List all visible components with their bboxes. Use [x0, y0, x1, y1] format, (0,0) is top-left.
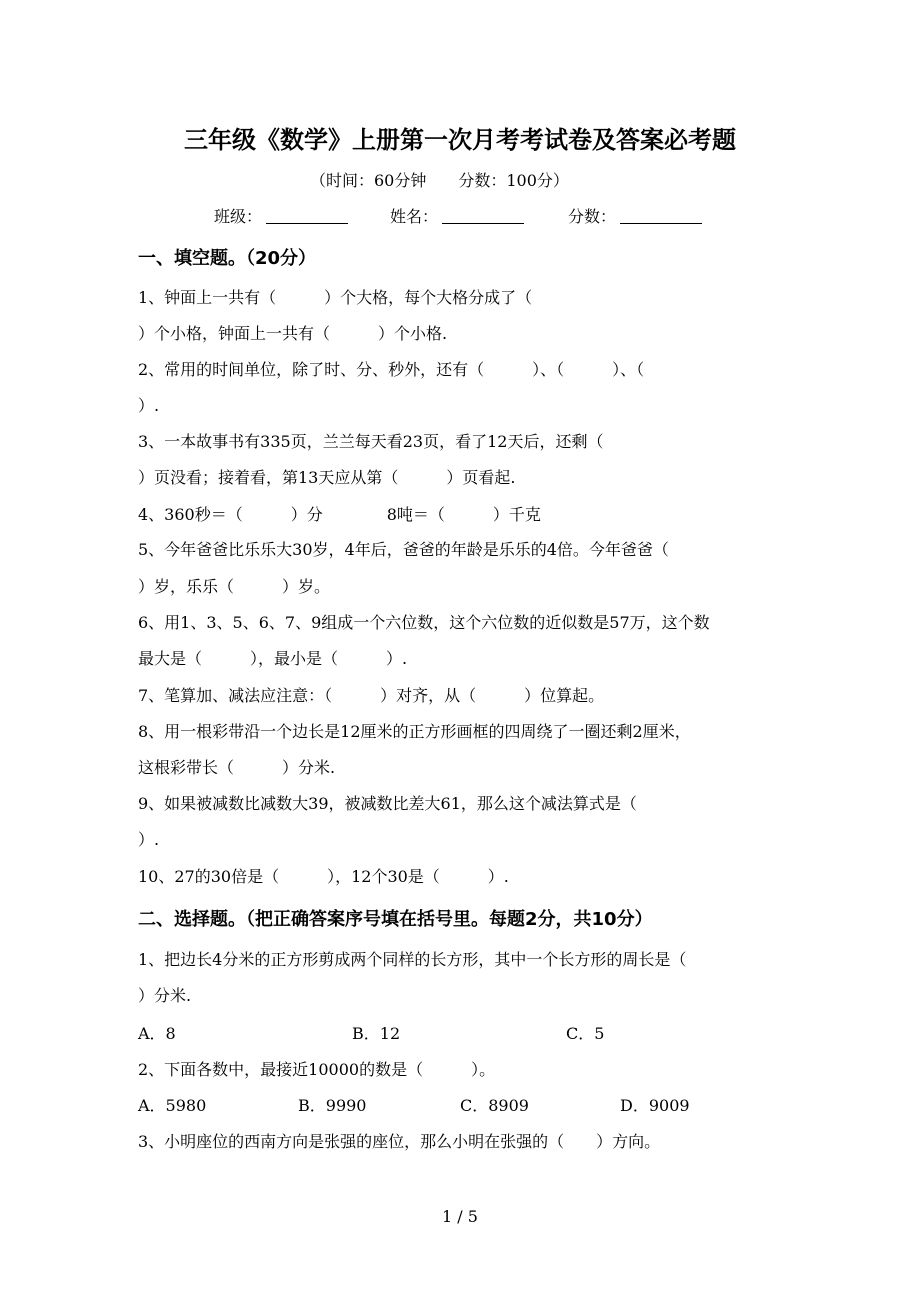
question-line: ）个小格，钟面上一共有（ ）个小格. [138, 324, 448, 343]
question-line: 4、360秒＝（ ）分 8吨＝（ ）千克 [138, 505, 541, 524]
section1-heading: 一、填空题。（20分） [138, 248, 317, 269]
question-line: 2、下面各数中，最接近10000的数是（ ）。 [138, 1060, 496, 1079]
question-line: 3、一本故事书有335页，兰兰每天看23页，看了12天后，还剩（ [138, 432, 604, 451]
option-d: D．9009 [620, 1096, 690, 1115]
score-blank [620, 209, 702, 224]
section2-heading: 二、选择题。（把正确答案序号填在括号里。每题2分，共10分） [138, 909, 653, 930]
question-line: 10、27的30倍是（ ），12个30是（ ）. [138, 867, 509, 886]
page-title: 三年级《数学》上册第一次月考考试卷及答案必考题 [184, 126, 736, 154]
question-line: 6、用1、3、5、6、7、9组成一个六位数，这个六位数的近似数是57万，这个数 [138, 613, 710, 632]
question-line: ）. [138, 830, 160, 849]
question-line: ）分米. [138, 986, 192, 1005]
option-c: C．8909 [460, 1096, 529, 1115]
question-line: 这根彩带长（ ）分米. [138, 758, 336, 777]
question-line: 2、常用的时间单位，除了时、分、秒外，还有（ ）、（ ）、（ [138, 360, 645, 379]
question-line: 7、笔算加、减法应注意：（ ）对齐，从（ ）位算起。 [138, 686, 605, 705]
question-line: 1、钟面上一共有（ ）个大格，每个大格分成了（ [138, 288, 533, 307]
class-blank [266, 209, 348, 224]
question-line: 8、用一根彩带沿一个边长是12厘米的正方形画框的四周绕了一圈还剩2厘米， [138, 722, 691, 741]
question-line: 1、把边长4分米的正方形剪成两个同样的长方形，其中一个长方形的周长是（ [138, 950, 687, 969]
name-field [390, 204, 524, 227]
name-blank [442, 209, 524, 224]
class-label: 班级： [214, 207, 263, 226]
question-line: 3、小明座位的西南方向是张强的座位，那么小明在张强的（ ）方向。 [138, 1132, 661, 1151]
option-a: A．5980 [138, 1096, 207, 1115]
score-label: 分数： [568, 207, 617, 226]
exam-subtitle: （时间：60分钟 分数：100分） [310, 171, 569, 190]
option-b: B．9990 [298, 1096, 367, 1115]
option-b: B．12 [352, 1024, 401, 1043]
page-number: 1 / 5 [442, 1207, 478, 1226]
question-line: ）. [138, 396, 160, 415]
class-field [214, 204, 348, 227]
name-label: 姓名： [390, 207, 439, 226]
question-line: 最大是（ ），最小是（ ）. [138, 649, 408, 668]
question-line: ）页没看；接着看，第13天应从第（ ）页看起. [138, 468, 516, 487]
question-line: ）岁，乐乐（ ）岁。 [138, 577, 331, 596]
question-line: 5、今年爸爸比乐乐大30岁，4年后，爸爸的年龄是乐乐的4倍。今年爸爸（ [138, 540, 669, 559]
option-a: A．8 [138, 1024, 176, 1043]
score-field [568, 204, 702, 227]
question-line: 9、如果被减数比减数大39，被减数比差大61，那么这个减法算式是（ [138, 794, 637, 813]
option-c: C．5 [566, 1024, 605, 1043]
